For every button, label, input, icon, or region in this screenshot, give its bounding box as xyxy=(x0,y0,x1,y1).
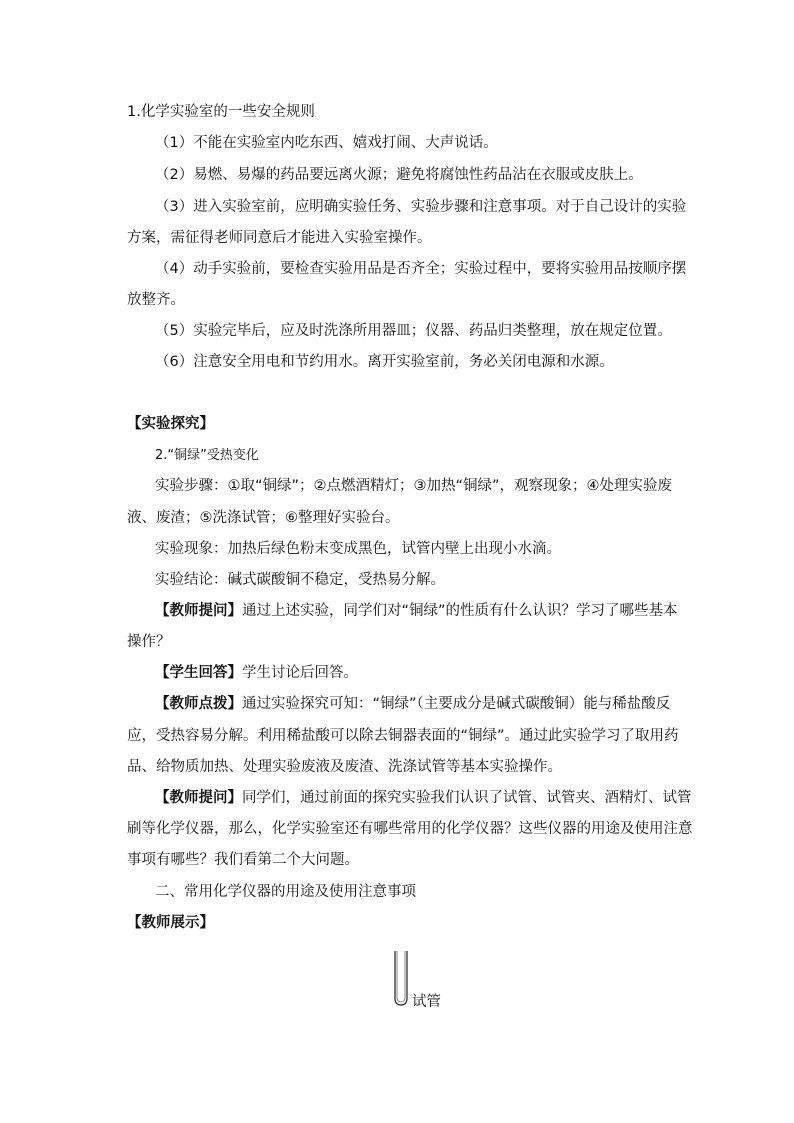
test-tube-label: 试管 xyxy=(412,994,441,1010)
explore-steps-line-1: 实验步骤：①取“铜绿”；②点燃酒精灯；③加热“铜绿”，观察现象；④处理实验废 xyxy=(155,478,673,494)
rule-4-line-2: 放整齐。 xyxy=(127,292,185,308)
teacher-tip-tag: 【教师点拨】 xyxy=(155,696,242,712)
teacher-question-2-line-2: 刷等化学仪器，那么，化学实验室还有哪些常用的化学仪器？这些仪器的用途及使用注意 xyxy=(127,821,693,837)
rule-3-line-2: 方案，需征得老师同意后才能进入实验室操作。 xyxy=(127,230,432,246)
test-tube-icon xyxy=(393,950,409,1006)
explore-phenomenon: 实验现象：加热后绿色粉末变成黑色，试管内壁上出现小水滴。 xyxy=(155,541,561,557)
rule-1: （1）不能在实验室内吃东西、嬉戏打闹、大声说话。 xyxy=(155,135,498,151)
explore-steps-line-2: 液、废渣；⑤洗涤试管；⑥整理好实验台。 xyxy=(127,510,400,526)
explore-tag: 【实验探究】 xyxy=(127,416,214,432)
rule-6: （6）注意安全用电和节约用水。离开实验室前，务必关闭电源和水源。 xyxy=(155,354,614,370)
teacher-tip-line-3: 品、给物质加热、处理实验废液及废渣、洗涤试管等基本实验操作。 xyxy=(127,759,562,775)
teacher-tip-line-1: 【教师点拨】通过实验探究可知：“铜绿”（主要成分是碱式碳酸铜）能与稀盐酸反 xyxy=(155,696,671,712)
teacher-question-1-line-1: 【教师提问】通过上述实验，同学们对“铜绿”的性质有什么认识？学习了哪些基本 xyxy=(155,603,678,619)
teacher-show-tag: 【教师展示】 xyxy=(127,915,214,931)
teacher-question-2-line-3: 事项有哪些？我们看第二个大问题。 xyxy=(127,852,359,868)
teacher-question-2-line-1: 【教师提问】同学们，通过前面的探究实验我们认识了试管、试管夹、酒精灯、试管 xyxy=(155,790,692,806)
student-answer-tag: 【学生回答】 xyxy=(155,665,242,681)
teacher-tip-line-2: 应，受热容易分解。利用稀盐酸可以除去铜器表面的“铜绿”。通过此实验学习了取用药 xyxy=(127,728,679,744)
rule-4-line-1: （4）动手实验前，要检查实验用品是否齐全；实验过程中，要将实验用品按顺序摆 xyxy=(155,261,687,277)
rules-heading: 1.化学实验室的一些安全规则 xyxy=(127,104,315,120)
teacher-question-1-line-2: 操作？ xyxy=(127,634,171,650)
rule-2: （2）易燃、易爆的药品要远离火源；避免将腐蚀性药品沾在衣服或皮肤上。 xyxy=(155,167,643,183)
rule-5: （5）实验完毕后，应及时洗涤所用器皿；仪器、药品归类整理，放在规定位置。 xyxy=(155,323,672,339)
teacher-question-tag: 【教师提问】 xyxy=(155,603,242,619)
rule-3-line-1: （3）进入实验室前，应明确实验任务、实验步骤和注意事项。对于自己设计的实验 xyxy=(155,199,687,215)
teacher-question-tag: 【教师提问】 xyxy=(155,790,242,806)
explore-conclusion: 实验结论：碱式碳酸铜不稳定，受热易分解。 xyxy=(155,572,445,588)
section-2-heading: 二、常用化学仪器的用途及使用注意事项 xyxy=(155,884,416,900)
student-answer: 【学生回答】学生讨论后回答。 xyxy=(155,665,358,681)
explore-heading: 2.“铜绿”受热变化 xyxy=(155,448,259,463)
